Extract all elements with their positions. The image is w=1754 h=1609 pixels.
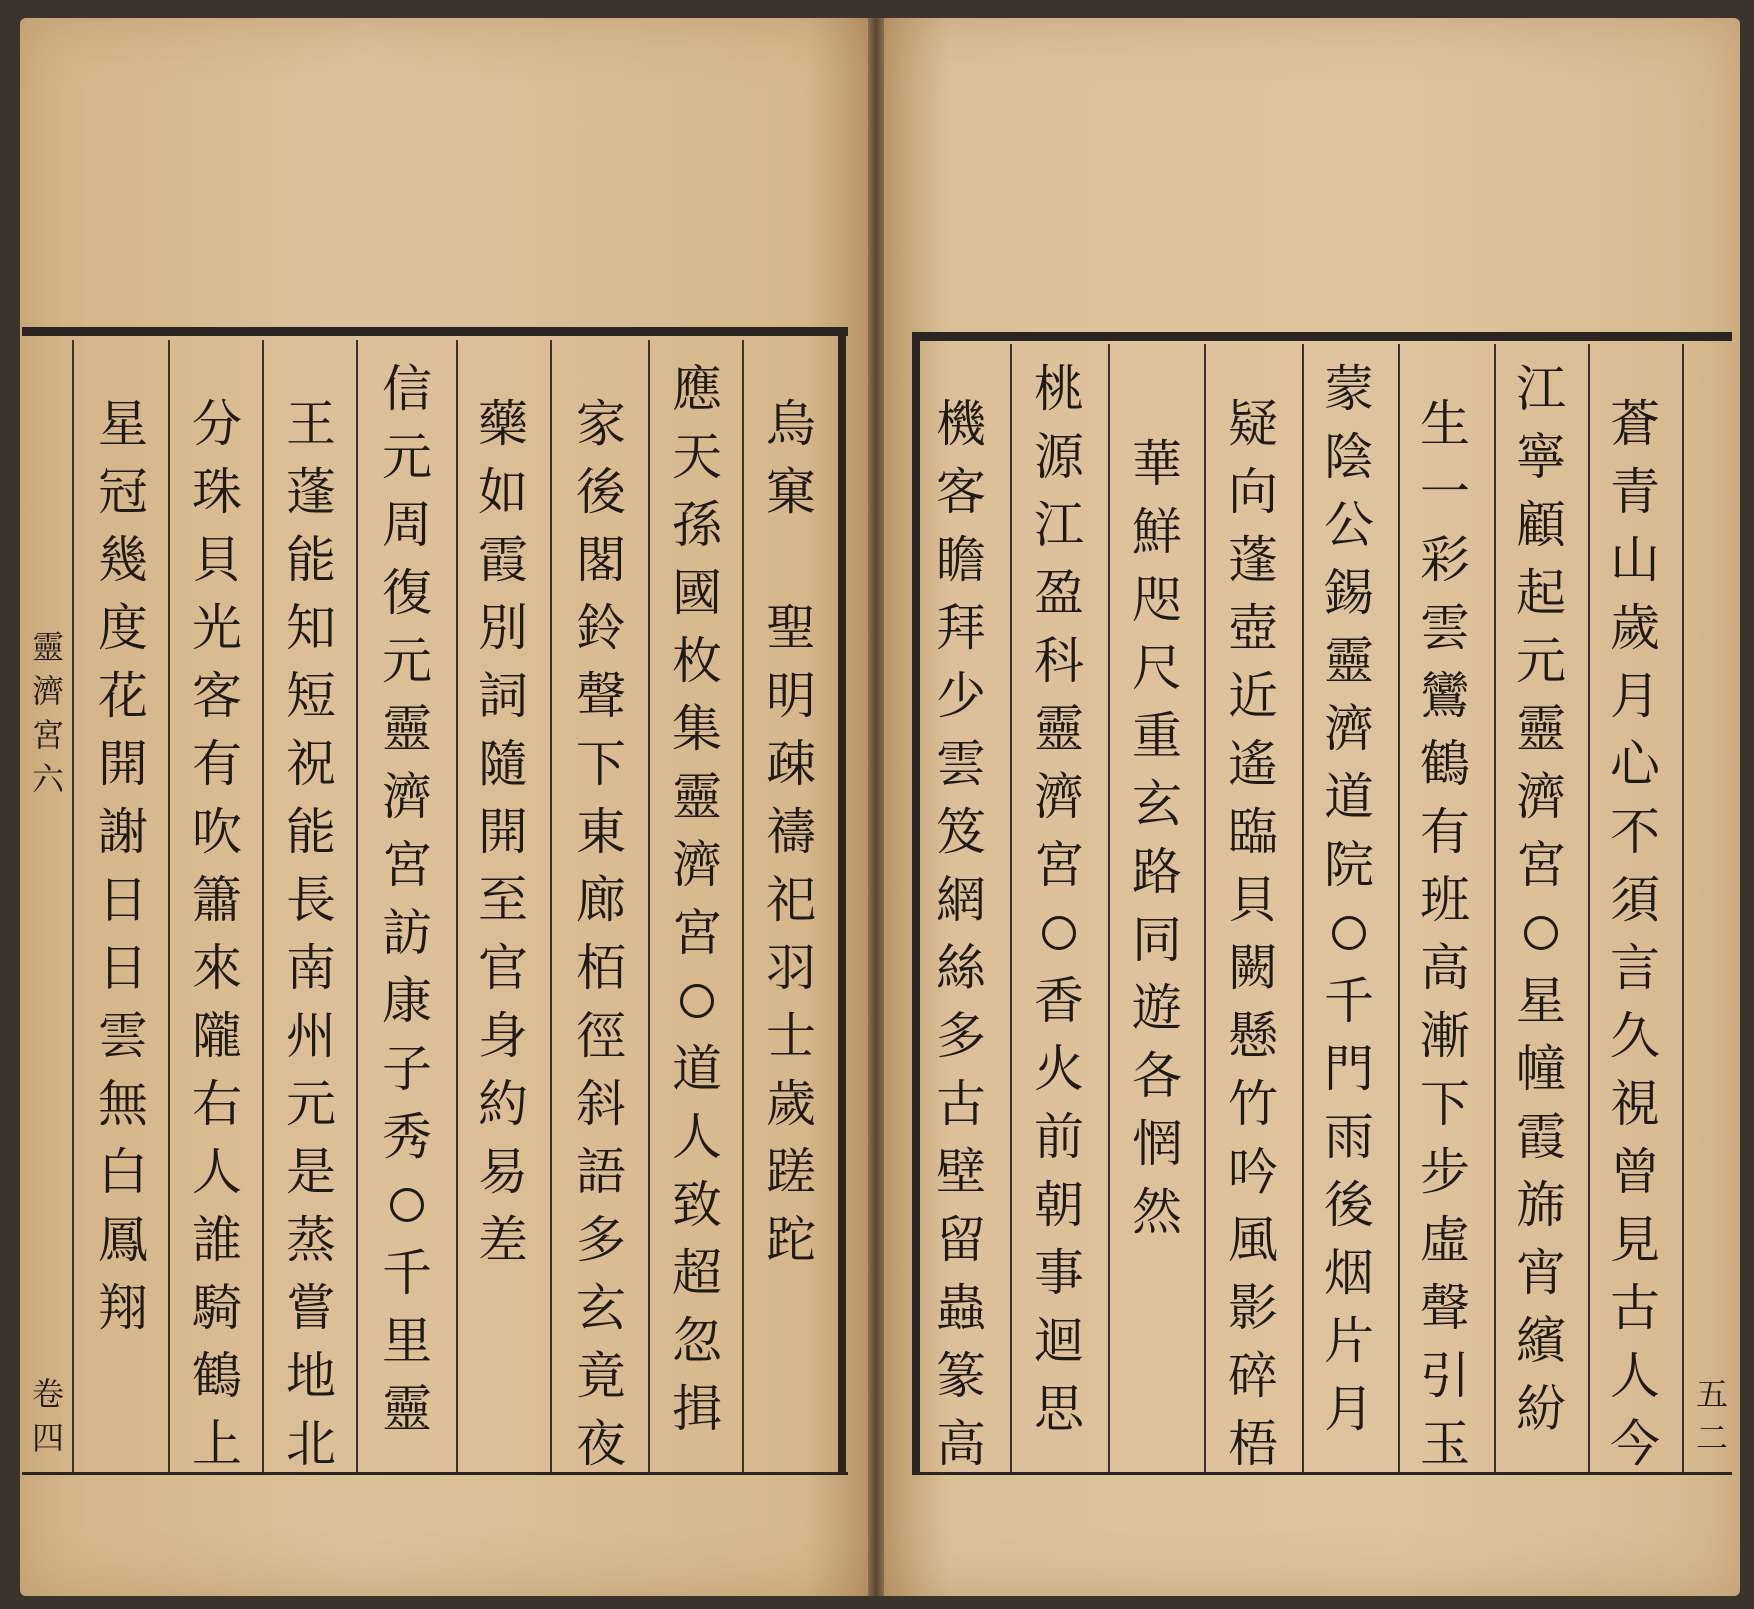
glyph: 濟 <box>672 836 722 894</box>
right-rule <box>1108 344 1110 1472</box>
glyph: 鮮 <box>1132 503 1182 561</box>
glyph: 科 <box>1034 632 1084 690</box>
glyph: 枚 <box>672 632 722 690</box>
glyph: 康 <box>382 972 432 1030</box>
glyph: 心 <box>1610 735 1660 793</box>
glyph: 貝 <box>192 531 242 589</box>
glyph: 幾 <box>98 531 148 589</box>
glyph: 吟 <box>1228 1143 1278 1201</box>
glyph: 蒼 <box>1610 395 1660 453</box>
glyph: 高 <box>1420 939 1470 997</box>
glyph: 絲 <box>936 939 986 997</box>
glyph: 寧 <box>1516 428 1566 486</box>
left-rule <box>356 340 358 1472</box>
text-column <box>756 390 826 1274</box>
glyph: 來 <box>192 939 242 997</box>
glyph: 祝 <box>286 735 336 793</box>
glyph: 然 <box>1132 1183 1182 1241</box>
glyph: 須 <box>1610 871 1660 929</box>
glyph: 隴 <box>192 1007 242 1065</box>
glyph: 玄 <box>576 1279 626 1337</box>
glyph: 蹉 <box>766 1143 816 1201</box>
glyph: 懸 <box>1228 1007 1278 1065</box>
glyph: 步 <box>1420 1143 1470 1201</box>
glyph: 栢 <box>576 939 626 997</box>
margin-page-number <box>1690 1372 1734 1460</box>
glyph: 王 <box>286 395 336 453</box>
glyph: 網 <box>936 871 986 929</box>
glyph: 祀 <box>766 871 816 929</box>
glyph: 顧 <box>1516 496 1566 554</box>
glyph: 謝 <box>98 803 148 861</box>
glyph <box>1314 899 1384 967</box>
glyph: 視 <box>1610 1075 1660 1133</box>
glyph: 下 <box>576 735 626 793</box>
glyph: 是 <box>286 1143 336 1201</box>
glyph: 不 <box>1610 803 1660 861</box>
glyph: 源 <box>1034 428 1084 486</box>
glyph: 陰 <box>1324 428 1374 486</box>
glyph: 引 <box>1420 1347 1470 1405</box>
book-gutter <box>868 18 884 1596</box>
right-rule <box>1398 344 1400 1472</box>
glyph: 各 <box>1132 1047 1182 1105</box>
glyph: 華 <box>1132 435 1182 493</box>
glyph: 上 <box>192 1415 242 1473</box>
glyph: 身 <box>478 1007 528 1065</box>
glyph: 忽 <box>672 1312 722 1370</box>
glyph: 曾 <box>1610 1143 1660 1201</box>
glyph: 少 <box>936 667 986 725</box>
glyph: 隨 <box>478 735 528 793</box>
glyph: 蓬 <box>286 463 336 521</box>
glyph: 日 <box>98 939 148 997</box>
glyph: 復 <box>382 564 432 622</box>
glyph: 星 <box>98 395 148 453</box>
glyph: 幢 <box>1516 1040 1566 1098</box>
margin-glyph: 卷 <box>31 1375 64 1413</box>
glyph: 千 <box>382 1244 432 1302</box>
glyph: 片 <box>1324 1312 1374 1370</box>
glyph: 星 <box>1516 972 1566 1030</box>
glyph: 咫 <box>1132 571 1182 629</box>
glyph: 闕 <box>1228 939 1278 997</box>
glyph: 香 <box>1034 972 1084 1030</box>
glyph: 分 <box>192 395 242 453</box>
glyph: 竟 <box>576 1347 626 1405</box>
glyph: 聲 <box>576 667 626 725</box>
glyph <box>1024 899 1094 967</box>
glyph: 尺 <box>1132 639 1182 697</box>
glyph: 揖 <box>672 1380 722 1438</box>
text-column <box>182 390 252 1478</box>
glyph: 漸 <box>1420 1007 1470 1065</box>
glyph: 右 <box>192 1075 242 1133</box>
glyph: 明 <box>766 667 816 725</box>
glyph: 梧 <box>1228 1415 1278 1473</box>
glyph: 疎 <box>766 735 816 793</box>
glyph: 藥 <box>478 395 528 453</box>
text-column <box>1410 390 1480 1478</box>
glyph: 風 <box>1228 1211 1278 1269</box>
glyph: 訪 <box>382 904 432 962</box>
glyph: 濟 <box>382 768 432 826</box>
glyph: 歲 <box>766 1075 816 1133</box>
margin-glyph: 四 <box>31 1419 64 1457</box>
text-column <box>1122 430 1192 1246</box>
text-column <box>566 390 636 1478</box>
glyph: 家 <box>576 395 626 453</box>
glyph: 見 <box>1610 1211 1660 1269</box>
glyph: 一 <box>1420 463 1470 521</box>
glyph: 瞻 <box>936 531 986 589</box>
text-column <box>1024 355 1094 1443</box>
glyph: 窠 <box>766 463 816 521</box>
glyph: 人 <box>1610 1347 1660 1405</box>
glyph: 能 <box>286 531 336 589</box>
glyph: 禱 <box>766 803 816 861</box>
glyph: 知 <box>286 599 336 657</box>
glyph: 里 <box>382 1312 432 1370</box>
glyph: 國 <box>672 564 722 622</box>
glyph: 州 <box>286 1007 336 1065</box>
glyph: 機 <box>936 395 986 453</box>
glyph: 致 <box>672 1176 722 1234</box>
glyph: 詞 <box>478 667 528 725</box>
right-rule <box>1302 344 1304 1472</box>
glyph: 能 <box>286 803 336 861</box>
glyph: 遙 <box>1228 735 1278 793</box>
glyph: 青 <box>1610 463 1660 521</box>
right-top-border <box>912 332 1732 341</box>
glyph: 開 <box>98 735 148 793</box>
glyph: 同 <box>1132 911 1182 969</box>
left-rule <box>168 340 170 1472</box>
glyph: 近 <box>1228 667 1278 725</box>
glyph: 地 <box>286 1347 336 1405</box>
glyph: 士 <box>766 1007 816 1065</box>
glyph: 桃 <box>1034 360 1084 418</box>
glyph: 宮 <box>382 836 432 894</box>
glyph: 鸞 <box>1420 667 1470 725</box>
glyph: 疑 <box>1228 395 1278 453</box>
glyph: 留 <box>936 1211 986 1269</box>
margin-volume <box>26 1372 70 1460</box>
glyph: 官 <box>478 939 528 997</box>
text-column <box>1218 390 1288 1478</box>
glyph: 誰 <box>192 1211 242 1269</box>
glyph: 天 <box>672 428 722 486</box>
text-column <box>88 390 158 1342</box>
glyph: 元 <box>1516 632 1566 690</box>
glyph: 無 <box>98 1075 148 1133</box>
glyph: 後 <box>576 463 626 521</box>
glyph: 應 <box>672 360 722 418</box>
glyph: 古 <box>936 1075 986 1133</box>
glyph: 信 <box>382 360 432 418</box>
glyph: 拜 <box>936 599 986 657</box>
glyph: 道 <box>672 1040 722 1098</box>
glyph: 廊 <box>576 871 626 929</box>
glyph: 吹 <box>192 803 242 861</box>
glyph: 元 <box>382 632 432 690</box>
glyph: 超 <box>672 1244 722 1302</box>
glyph: 東 <box>576 803 626 861</box>
glyph: 多 <box>576 1211 626 1269</box>
glyph: 開 <box>478 803 528 861</box>
glyph: 烟 <box>1324 1244 1374 1302</box>
glyph: 事 <box>1034 1244 1084 1302</box>
glyph: 盈 <box>1034 564 1084 622</box>
glyph: 霞 <box>1516 1108 1566 1166</box>
left-rule <box>648 340 650 1472</box>
glyph: 如 <box>478 463 528 521</box>
glyph: 笈 <box>936 803 986 861</box>
glyph: 徑 <box>576 1007 626 1065</box>
glyph: 宮 <box>672 904 722 962</box>
text-column <box>1506 355 1576 1443</box>
text-column <box>1600 390 1670 1478</box>
glyph: 迴 <box>1034 1312 1084 1370</box>
glyph: 至 <box>478 871 528 929</box>
left-rule <box>456 340 458 1472</box>
glyph: 騎 <box>192 1279 242 1337</box>
glyph: 聲 <box>1420 1279 1470 1337</box>
glyph: 篆 <box>936 1347 986 1405</box>
glyph: 靈 <box>1324 632 1374 690</box>
glyph: 度 <box>98 599 148 657</box>
glyph: 雨 <box>1324 1108 1374 1166</box>
glyph: 江 <box>1034 496 1084 554</box>
margin-glyph: 六 <box>31 760 64 798</box>
glyph: 前 <box>1034 1108 1084 1166</box>
glyph <box>662 967 732 1035</box>
glyph: 聖 <box>766 599 816 657</box>
glyph: 重 <box>1132 707 1182 765</box>
glyph: 周 <box>382 496 432 554</box>
glyph: 火 <box>1034 1040 1084 1098</box>
section-circle-mark <box>1042 916 1076 950</box>
glyph: 月 <box>1610 667 1660 725</box>
right-rule <box>1010 344 1012 1472</box>
glyph: 蒙 <box>1324 360 1374 418</box>
glyph: 簫 <box>192 871 242 929</box>
left-rule <box>72 340 74 1472</box>
glyph: 秀 <box>382 1108 432 1166</box>
glyph: 語 <box>576 1143 626 1201</box>
glyph: 蟲 <box>936 1279 986 1337</box>
glyph: 彩 <box>1420 531 1470 589</box>
glyph: 元 <box>286 1075 336 1133</box>
glyph: 集 <box>672 700 722 758</box>
glyph: 子 <box>382 1040 432 1098</box>
glyph: 錫 <box>1324 564 1374 622</box>
glyph: 靈 <box>1034 700 1084 758</box>
glyph: 羽 <box>766 939 816 997</box>
glyph: 烏 <box>766 395 816 453</box>
glyph <box>372 1171 442 1239</box>
glyph: 雲 <box>1420 599 1470 657</box>
glyph: 今 <box>1610 1415 1660 1473</box>
glyph: 有 <box>1420 803 1470 861</box>
glyph: 雲 <box>98 1007 148 1065</box>
glyph: 公 <box>1324 496 1374 554</box>
glyph: 雲 <box>936 735 986 793</box>
glyph: 靈 <box>1516 700 1566 758</box>
text-column <box>1314 355 1384 1443</box>
glyph: 繽 <box>1516 1312 1566 1370</box>
glyph: 有 <box>192 735 242 793</box>
glyph: 古 <box>1610 1279 1660 1337</box>
glyph: 門 <box>1324 1040 1374 1098</box>
glyph: 惘 <box>1132 1115 1182 1173</box>
left-top-border <box>22 327 848 336</box>
glyph: 蒸 <box>286 1211 336 1269</box>
glyph: 江 <box>1516 360 1566 418</box>
text-column <box>662 355 732 1443</box>
glyph: 易 <box>478 1143 528 1201</box>
glyph: 後 <box>1324 1176 1374 1234</box>
glyph: 約 <box>478 1075 528 1133</box>
glyph: 山 <box>1610 531 1660 589</box>
glyph: 花 <box>98 667 148 725</box>
left-rule <box>742 340 744 1472</box>
margin-glyph: 靈 <box>31 628 64 666</box>
glyph: 斜 <box>576 1075 626 1133</box>
glyph: 日 <box>98 871 148 929</box>
glyph: 影 <box>1228 1279 1278 1337</box>
glyph: 珠 <box>192 463 242 521</box>
glyph: 朝 <box>1034 1176 1084 1234</box>
margin-glyph: 濟 <box>31 672 64 710</box>
glyph: 歲 <box>1610 599 1660 657</box>
glyph: 壁 <box>936 1143 986 1201</box>
glyph: 道 <box>1324 768 1374 826</box>
glyph: 路 <box>1132 843 1182 901</box>
glyph: 別 <box>478 599 528 657</box>
glyph: 鈴 <box>576 599 626 657</box>
section-circle-mark <box>680 984 714 1018</box>
left-bottom-border <box>22 1472 848 1475</box>
text-column <box>926 390 996 1478</box>
margin-glyph: 宮 <box>31 716 64 754</box>
glyph: 元 <box>382 428 432 486</box>
glyph: 蓬 <box>1228 531 1278 589</box>
right-rule <box>1682 344 1684 1472</box>
glyph: 孫 <box>672 496 722 554</box>
glyph: 遊 <box>1132 979 1182 1037</box>
glyph: 閣 <box>576 531 626 589</box>
section-circle-mark <box>390 1188 424 1222</box>
glyph: 虛 <box>1420 1211 1470 1269</box>
glyph: 宮 <box>1034 836 1084 894</box>
glyph: 霞 <box>478 531 528 589</box>
glyph: 千 <box>1324 972 1374 1030</box>
glyph: 客 <box>936 463 986 521</box>
glyph: 短 <box>286 667 336 725</box>
glyph: 北 <box>286 1415 336 1473</box>
glyph: 旆 <box>1516 1176 1566 1234</box>
glyph: 宵 <box>1516 1244 1566 1302</box>
glyph: 夜 <box>576 1415 626 1473</box>
glyph: 貝 <box>1228 871 1278 929</box>
text-column <box>276 390 346 1478</box>
section-circle-mark <box>1332 916 1366 950</box>
glyph: 翔 <box>98 1279 148 1337</box>
glyph: 思 <box>1034 1380 1084 1438</box>
glyph: 嘗 <box>286 1279 336 1337</box>
glyph: 靈 <box>382 1380 432 1438</box>
glyph: 長 <box>286 871 336 929</box>
glyph: 宮 <box>1516 836 1566 894</box>
glyph: 壺 <box>1228 599 1278 657</box>
glyph: 跎 <box>766 1211 816 1269</box>
glyph: 多 <box>936 1007 986 1065</box>
glyph: 人 <box>672 1108 722 1166</box>
right-outer-frame <box>912 332 920 1475</box>
margin-glyph: 二 <box>1695 1419 1728 1457</box>
glyph: 起 <box>1516 564 1566 622</box>
glyph: 院 <box>1324 836 1374 894</box>
right-rule <box>1588 344 1590 1472</box>
glyph: 光 <box>192 599 242 657</box>
glyph: 客 <box>192 667 242 725</box>
section-circle-mark <box>1524 916 1558 950</box>
glyph: 竹 <box>1228 1075 1278 1133</box>
text-column <box>372 355 442 1443</box>
left-rule <box>262 340 264 1472</box>
left-rule <box>550 340 552 1472</box>
right-rule <box>1494 344 1496 1472</box>
glyph: 下 <box>1420 1075 1470 1133</box>
glyph: 久 <box>1610 1007 1660 1065</box>
glyph: 南 <box>286 939 336 997</box>
glyph: 臨 <box>1228 803 1278 861</box>
glyph: 濟 <box>1516 768 1566 826</box>
glyph: 差 <box>478 1211 528 1269</box>
right-rule <box>1204 344 1206 1472</box>
glyph: 濟 <box>1034 768 1084 826</box>
glyph: 冠 <box>98 463 148 521</box>
glyph: 鶴 <box>1420 735 1470 793</box>
glyph: 白 <box>98 1143 148 1201</box>
glyph: 言 <box>1610 939 1660 997</box>
left-outer-frame <box>838 327 846 1475</box>
glyph: 玄 <box>1132 775 1182 833</box>
glyph: 靈 <box>382 700 432 758</box>
glyph: 人 <box>192 1143 242 1201</box>
glyph: 碎 <box>1228 1347 1278 1405</box>
glyph: 高 <box>936 1415 986 1473</box>
glyph: 向 <box>1228 463 1278 521</box>
glyph: 生 <box>1420 395 1470 453</box>
margin-glyph: 五 <box>1695 1375 1728 1413</box>
text-column <box>468 390 538 1274</box>
glyph: 月 <box>1324 1380 1374 1438</box>
glyph: 鶴 <box>192 1347 242 1405</box>
glyph: 玉 <box>1420 1415 1470 1473</box>
glyph <box>1506 899 1576 967</box>
margin-title <box>26 625 70 801</box>
glyph: 紛 <box>1516 1380 1566 1438</box>
glyph: 靈 <box>672 768 722 826</box>
glyph: 班 <box>1420 871 1470 929</box>
glyph: 濟 <box>1324 700 1374 758</box>
glyph: 鳳 <box>98 1211 148 1269</box>
